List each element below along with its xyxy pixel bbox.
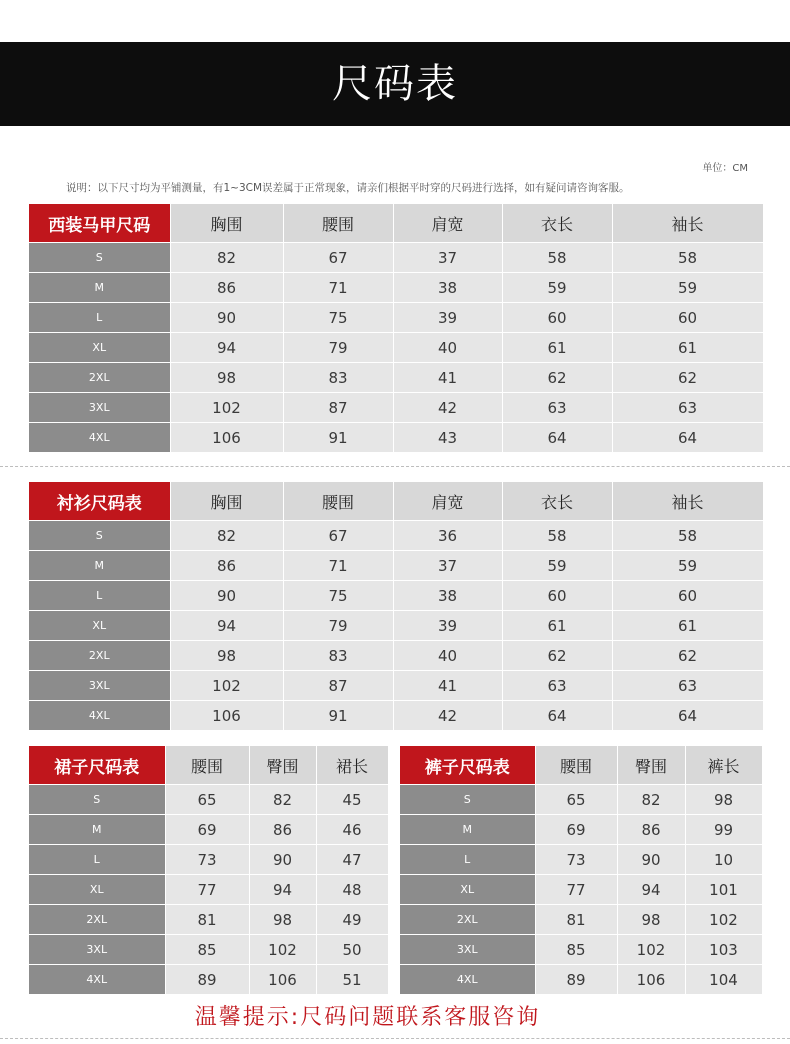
size-label: 2XL <box>400 905 535 935</box>
table-cell: 42 <box>393 701 502 731</box>
size-label: L <box>29 845 165 875</box>
table-row <box>400 785 762 815</box>
table-cell: 59 <box>612 273 763 303</box>
table-cell: 73 <box>535 845 617 875</box>
vest-size-table <box>29 204 764 453</box>
table-cell: 59 <box>502 273 612 303</box>
table-cell: 75 <box>283 303 393 333</box>
table-row <box>400 905 762 935</box>
table-row <box>29 845 388 875</box>
table-cell: 63 <box>502 393 612 423</box>
table-cell: 81 <box>535 905 617 935</box>
table-row <box>29 333 763 363</box>
table-cell: 87 <box>283 393 393 423</box>
size-label: M <box>29 273 170 303</box>
size-label: 2XL <box>29 905 165 935</box>
table-cell: 64 <box>502 701 612 731</box>
table-row <box>400 815 762 845</box>
table-cell: 90 <box>170 303 283 333</box>
skirt-size-table <box>29 746 389 995</box>
table-cell: 98 <box>617 905 685 935</box>
table-cell: 71 <box>283 273 393 303</box>
table-cell: 58 <box>502 243 612 273</box>
table-cell: 71 <box>283 551 393 581</box>
table-cell: 89 <box>165 965 249 995</box>
size-label: 4XL <box>29 423 170 453</box>
table-header-row <box>400 746 762 785</box>
size-label: 3XL <box>29 671 170 701</box>
table-row <box>29 423 763 453</box>
table-cell: 90 <box>170 581 283 611</box>
table-cell: 37 <box>393 243 502 273</box>
table-cell: 61 <box>502 333 612 363</box>
table-cell: 62 <box>612 641 763 671</box>
size-label: L <box>29 581 170 611</box>
column-header: 臀围 <box>617 746 685 785</box>
size-label: L <box>400 845 535 875</box>
shirt-size-table <box>29 482 764 731</box>
table-cell: 94 <box>170 333 283 363</box>
table-cell: 36 <box>393 521 502 551</box>
table-cell: 69 <box>165 815 249 845</box>
table-row <box>29 785 388 815</box>
table-row <box>29 641 763 671</box>
column-header: 肩宽 <box>393 204 502 243</box>
table-row <box>400 965 762 995</box>
table-cell: 41 <box>393 671 502 701</box>
size-label: 4XL <box>29 701 170 731</box>
table-cell: 77 <box>165 875 249 905</box>
size-label: M <box>29 551 170 581</box>
table-cell: 82 <box>170 521 283 551</box>
table-row <box>29 701 763 731</box>
table-cell: 62 <box>502 641 612 671</box>
size-label: 3XL <box>29 393 170 423</box>
size-label: S <box>29 785 165 815</box>
size-label: XL <box>29 611 170 641</box>
table-cell: 39 <box>393 611 502 641</box>
table-row <box>29 363 763 393</box>
table-cell: 60 <box>612 581 763 611</box>
table-cell: 65 <box>165 785 249 815</box>
column-header: 腰围 <box>283 204 393 243</box>
pants-size-table <box>400 746 763 995</box>
column-header: 腰围 <box>283 482 393 521</box>
page-title: 尺码表 <box>332 61 458 107</box>
table-cell: 69 <box>535 815 617 845</box>
table-cell: 103 <box>685 935 762 965</box>
table-cell: 60 <box>502 581 612 611</box>
table-cell: 61 <box>612 611 763 641</box>
table-cell: 51 <box>316 965 388 995</box>
column-header: 肩宽 <box>393 482 502 521</box>
table-cell: 106 <box>617 965 685 995</box>
table-cell: 38 <box>393 581 502 611</box>
table-cell: 86 <box>170 551 283 581</box>
column-header: 衣长 <box>502 482 612 521</box>
table-cell: 106 <box>249 965 316 995</box>
column-header: 腰围 <box>165 746 249 785</box>
table-cell: 98 <box>685 785 762 815</box>
table-cell: 42 <box>393 393 502 423</box>
table-cell: 45 <box>316 785 388 815</box>
column-header: 袖长 <box>612 204 763 243</box>
table-row <box>29 303 763 333</box>
table-cell: 67 <box>283 521 393 551</box>
table-cell: 43 <box>393 423 502 453</box>
table-row <box>29 875 388 905</box>
table-cell: 99 <box>685 815 762 845</box>
table-cell: 58 <box>612 243 763 273</box>
table-row <box>29 935 388 965</box>
size-label: L <box>29 303 170 333</box>
table-row <box>29 581 763 611</box>
table-cell: 98 <box>170 363 283 393</box>
table-row <box>29 815 388 845</box>
table-cell: 82 <box>170 243 283 273</box>
section-divider <box>0 466 790 467</box>
title-banner <box>0 42 790 126</box>
table-cell: 50 <box>316 935 388 965</box>
column-header: 裙长 <box>316 746 388 785</box>
table-cell: 98 <box>170 641 283 671</box>
table-row <box>29 273 763 303</box>
table-header-row <box>29 204 763 243</box>
table-cell: 87 <box>283 671 393 701</box>
column-header: 胸围 <box>170 482 283 521</box>
table-cell: 89 <box>535 965 617 995</box>
size-label: S <box>29 243 170 273</box>
table-cell: 83 <box>283 363 393 393</box>
table-cell: 64 <box>502 423 612 453</box>
unit-label: 单位：CM <box>702 163 748 174</box>
size-label: 4XL <box>400 965 535 995</box>
table-cell: 37 <box>393 551 502 581</box>
table-cell: 104 <box>685 965 762 995</box>
table-cell: 77 <box>535 875 617 905</box>
measurement-note: 说明：以下尺寸均为平铺测量，有1~3CM误差属于正常现象，请亲们根据平时穿的尺码进行选择，如有疑问请咨询客服。 <box>66 182 630 194</box>
table-cell: 63 <box>612 671 763 701</box>
size-label: M <box>29 815 165 845</box>
table-cell: 61 <box>612 333 763 363</box>
table-cell: 39 <box>393 303 502 333</box>
table-row <box>29 965 388 995</box>
size-label: 2XL <box>29 641 170 671</box>
table-cell: 60 <box>612 303 763 333</box>
column-header: 袖长 <box>612 482 763 521</box>
table-title: 衬衫尺码表 <box>29 482 170 521</box>
table-cell: 94 <box>249 875 316 905</box>
table-row <box>29 905 388 935</box>
table-cell: 64 <box>612 423 763 453</box>
table-cell: 106 <box>170 701 283 731</box>
table-cell: 62 <box>502 363 612 393</box>
size-label: 4XL <box>29 965 165 995</box>
table-row <box>400 845 762 875</box>
table-cell: 91 <box>283 423 393 453</box>
size-label: XL <box>29 333 170 363</box>
table-cell: 58 <box>612 521 763 551</box>
table-cell: 102 <box>170 393 283 423</box>
table-cell: 94 <box>170 611 283 641</box>
table-cell: 63 <box>612 393 763 423</box>
table-cell: 90 <box>617 845 685 875</box>
table-row <box>29 521 763 551</box>
table-cell: 81 <box>165 905 249 935</box>
table-cell: 62 <box>612 363 763 393</box>
table-row <box>29 243 763 273</box>
table-cell: 106 <box>170 423 283 453</box>
table-cell: 86 <box>617 815 685 845</box>
size-label: M <box>400 815 535 845</box>
size-label: 2XL <box>29 363 170 393</box>
table-cell: 86 <box>170 273 283 303</box>
table-cell: 65 <box>535 785 617 815</box>
table-header-row <box>29 482 763 521</box>
table-cell: 83 <box>283 641 393 671</box>
table-cell: 86 <box>249 815 316 845</box>
table-title: 裙子尺码表 <box>29 746 165 785</box>
size-label: XL <box>400 875 535 905</box>
table-cell: 102 <box>170 671 283 701</box>
column-header: 胸围 <box>170 204 283 243</box>
table-cell: 64 <box>612 701 763 731</box>
table-cell: 60 <box>502 303 612 333</box>
table-cell: 49 <box>316 905 388 935</box>
size-label: S <box>29 521 170 551</box>
table-cell: 46 <box>316 815 388 845</box>
column-header: 腰围 <box>535 746 617 785</box>
table-cell: 47 <box>316 845 388 875</box>
column-header: 臀围 <box>249 746 316 785</box>
table-row <box>29 551 763 581</box>
table-cell: 85 <box>535 935 617 965</box>
table-cell: 48 <box>316 875 388 905</box>
table-cell: 102 <box>685 905 762 935</box>
table-cell: 63 <box>502 671 612 701</box>
table-cell: 79 <box>283 611 393 641</box>
size-label: 3XL <box>400 935 535 965</box>
table-title: 裤子尺码表 <box>400 746 535 785</box>
column-header: 衣长 <box>502 204 612 243</box>
table-cell: 10 <box>685 845 762 875</box>
column-header: 裤长 <box>685 746 762 785</box>
tip-text: 温馨提示:尺码问题联系客服咨询 <box>194 1005 541 1030</box>
table-cell: 98 <box>249 905 316 935</box>
table-row <box>29 393 763 423</box>
table-cell: 59 <box>612 551 763 581</box>
table-cell: 85 <box>165 935 249 965</box>
size-label: S <box>400 785 535 815</box>
table-row <box>400 935 762 965</box>
table-cell: 67 <box>283 243 393 273</box>
table-cell: 79 <box>283 333 393 363</box>
table-cell: 61 <box>502 611 612 641</box>
table-cell: 101 <box>685 875 762 905</box>
table-cell: 40 <box>393 333 502 363</box>
table-row <box>29 611 763 641</box>
table-cell: 91 <box>283 701 393 731</box>
table-cell: 82 <box>617 785 685 815</box>
table-row <box>400 875 762 905</box>
table-cell: 59 <box>502 551 612 581</box>
table-header-row <box>29 746 388 785</box>
table-row <box>29 671 763 701</box>
table-cell: 90 <box>249 845 316 875</box>
table-cell: 94 <box>617 875 685 905</box>
table-cell: 38 <box>393 273 502 303</box>
table-cell: 82 <box>249 785 316 815</box>
table-cell: 102 <box>249 935 316 965</box>
bottom-divider <box>0 1038 790 1039</box>
size-label: XL <box>29 875 165 905</box>
table-cell: 73 <box>165 845 249 875</box>
table-cell: 41 <box>393 363 502 393</box>
table-cell: 102 <box>617 935 685 965</box>
table-cell: 58 <box>502 521 612 551</box>
size-label: 3XL <box>29 935 165 965</box>
table-title: 西装马甲尺码 <box>29 204 170 243</box>
table-cell: 75 <box>283 581 393 611</box>
table-cell: 40 <box>393 641 502 671</box>
